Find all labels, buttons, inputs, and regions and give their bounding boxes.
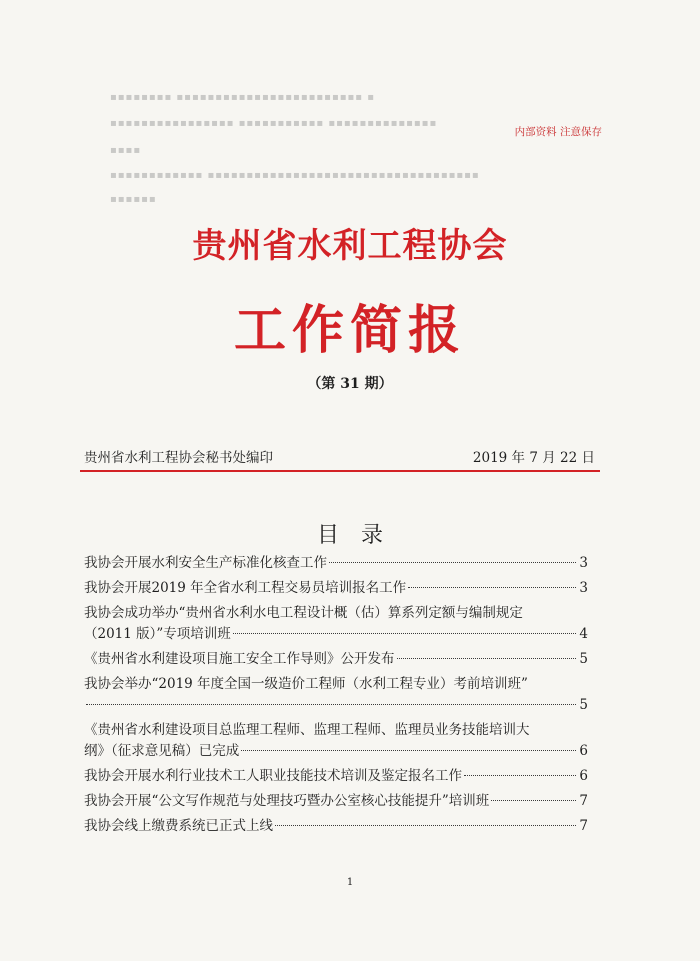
- toc-page-number: 6: [579, 743, 588, 759]
- bleed-through-line: ▪▪▪▪▪▪▪▪▪▪▪▪▪▪▪▪ ▪▪▪▪▪▪▪▪▪▪▪ ▪▪▪▪▪▪▪▪▪▪▪▪▪▪: [110, 118, 438, 129]
- bleed-through-line: ▪▪▪▪▪▪▪▪ ▪▪▪▪▪▪▪▪▪▪▪▪▪▪▪▪▪▪▪▪▪▪▪▪ ▪: [110, 92, 376, 103]
- toc-leader-dots: [329, 562, 576, 563]
- toc-entry-text: 我协会线上缴费系统已正式上线: [84, 818, 273, 834]
- toc-entry-text: 我协会开展2019 年全省水利工程交易员培训报名工作: [84, 580, 407, 596]
- org-title: 贵州省水利工程协会: [192, 226, 508, 266]
- toc-entry-text: 我协会举办“2019 年度全国一级造价工程师（水利工程专业）考前培训班”: [84, 676, 528, 692]
- toc-page-number: 4: [579, 626, 588, 642]
- toc-entry-text: 《贵州省水利建设项目总监理工程师、监理工程师、监理员业务技能培训大: [84, 722, 530, 738]
- bleed-through-line: ▪▪▪▪▪▪: [110, 194, 157, 205]
- confidential-note: 内部资料 注意保存: [514, 126, 602, 138]
- toc-entry[interactable]: [84, 649, 588, 670]
- toc-entry[interactable]: [84, 578, 588, 599]
- issue-number: （第 31 期）: [307, 376, 393, 392]
- toc-leader-dots: [233, 633, 576, 634]
- editor: 贵州省水利工程协会秘书处编印: [84, 450, 273, 466]
- issue-date: 2019 年 7 月 22 日: [472, 450, 595, 466]
- toc-page-number: 3: [579, 580, 588, 596]
- toc-entry[interactable]: [84, 553, 588, 574]
- toc-entry-text: 我协会成功举办“贵州省水利水电工程设计概（估）算系列定额与编制规定: [84, 605, 523, 621]
- toc-leader-dots: [491, 800, 576, 801]
- page-number: 1: [346, 877, 354, 888]
- masthead-divider: [80, 470, 600, 472]
- toc-leader-dots: [86, 704, 576, 705]
- toc-page-number: 5: [579, 651, 588, 667]
- toc-leader-dots: [397, 658, 577, 659]
- brief-title: 工作简报: [233, 300, 466, 361]
- toc-entry-text: （2011 版）”专项培训班: [84, 626, 231, 642]
- bleed-through-line: ▪▪▪▪: [110, 145, 142, 156]
- toc-entry[interactable]: [84, 674, 588, 716]
- toc-entry[interactable]: [84, 766, 588, 787]
- toc-page-number: 7: [579, 793, 588, 809]
- toc-entry[interactable]: [84, 720, 588, 762]
- toc-entry[interactable]: [84, 603, 588, 645]
- toc-leader-dots: [408, 587, 576, 588]
- toc-entry[interactable]: [84, 791, 588, 812]
- toc-leader-dots: [464, 775, 576, 776]
- toc-page-number: 5: [579, 697, 588, 713]
- toc-page-number: 3: [579, 555, 588, 571]
- toc-entry-text: 我协会开展水利行业技术工人职业技能技术培训及鉴定报名工作: [84, 768, 462, 784]
- table-of-contents: [84, 553, 588, 841]
- toc-page-number: 6: [579, 768, 588, 784]
- toc-leader-dots: [275, 825, 576, 826]
- masthead-meta: [84, 446, 595, 466]
- bleed-through-line: ▪▪▪▪▪▪▪▪▪▪▪▪ ▪▪▪▪▪▪▪▪▪▪▪▪▪▪▪▪▪▪▪▪▪▪▪▪▪▪▪▪▪▪▪▪▪▪▪: [110, 170, 480, 181]
- toc-entry-text: 《贵州省水利建设项目施工安全工作导则》公开发布: [84, 651, 395, 667]
- toc-page-number: 7: [579, 818, 588, 834]
- toc-leader-dots: [241, 750, 576, 751]
- toc-entry-text: 纲》（征求意见稿）已完成: [84, 743, 240, 759]
- toc-entry[interactable]: [84, 816, 588, 837]
- toc-entry-text: 我协会开展“公文写作规范与处理技巧暨办公室核心技能提升”培训班: [84, 793, 490, 809]
- toc-heading: 目录: [316, 523, 405, 548]
- toc-entry-text: 我协会开展水利安全生产标准化核查工作: [84, 555, 327, 571]
